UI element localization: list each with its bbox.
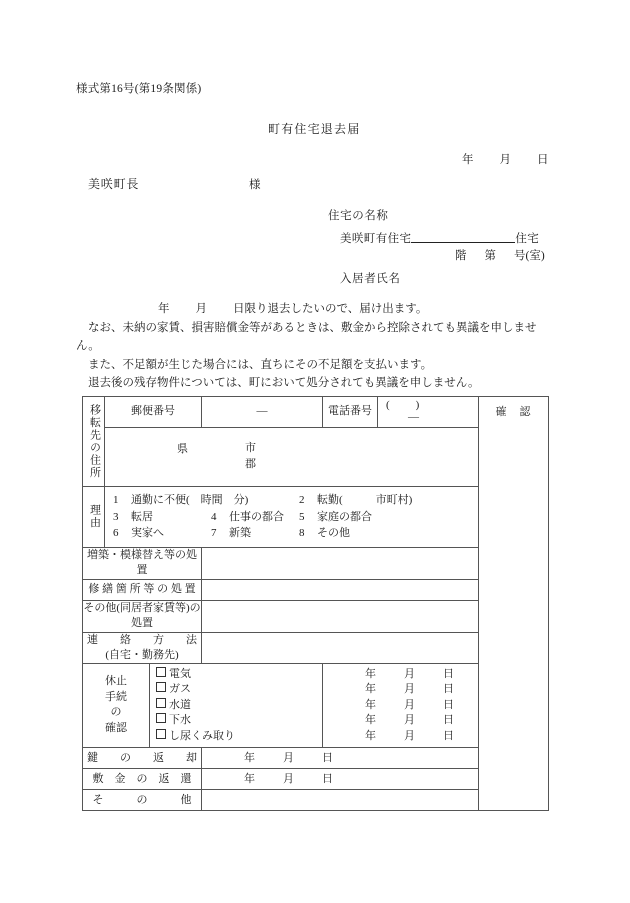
date-year-label: 年: [244, 772, 255, 785]
reason-line-2: [113, 509, 478, 526]
utility-date-electric[interactable]: [365, 667, 478, 683]
reason-text-3[interactable]: 転居: [131, 510, 153, 523]
deposit-return-date[interactable]: [202, 772, 478, 788]
unit-no-prefix: 第: [484, 250, 496, 262]
reason-num-6: 6: [113, 527, 119, 539]
checkbox-sewer-icon[interactable]: [156, 713, 166, 723]
body-line-4: また、不足額が生じた場合には、直ちにその不足額を支払います。: [88, 358, 433, 371]
reason-num-5: 5: [299, 510, 305, 523]
date-month-label: 月: [499, 154, 511, 166]
date-month-label: 月: [404, 667, 415, 680]
other-disposal-value-cell[interactable]: [202, 600, 479, 632]
addressee: 美咲町長: [88, 177, 140, 191]
move-address-label: 移転先の住所: [88, 404, 101, 479]
utility-date-gas[interactable]: [365, 682, 478, 698]
residence-name-blank: [411, 230, 515, 243]
extension-label-cell: [83, 547, 202, 579]
date-day-label: 日: [322, 772, 333, 785]
other-label-cell: [83, 790, 202, 811]
utility-label-electric: 電気: [169, 667, 191, 680]
form-code: 様式第16号(第19条関係): [76, 83, 202, 95]
zip-label: 郵便番号: [131, 405, 175, 418]
extension-label: 増築・模様替え等の処置: [87, 548, 197, 576]
repair-label: 修 繕 箇 所 等 の 処 置: [88, 582, 196, 595]
utility-item-gas[interactable]: [156, 682, 322, 698]
utility-label-nightsoil: し尿くみ取り: [169, 729, 235, 742]
utility-item-water[interactable]: [156, 698, 322, 714]
exit-form-table: [82, 396, 549, 811]
utility-label-gas: ガス: [169, 683, 191, 696]
address-ken-label: 県: [177, 443, 188, 455]
date-year-label: 年: [365, 683, 376, 696]
date-year-label: 年: [244, 751, 255, 764]
reason-text-4[interactable]: 仕事の都合: [229, 510, 284, 523]
utility-label-water: 水道: [169, 698, 191, 711]
phone-label-cell: [323, 397, 378, 428]
suspension-label-cell: [83, 663, 150, 748]
move-address-label-cell: [83, 397, 105, 487]
addressee-honorific: 様: [249, 179, 261, 191]
residence-unit-row: [455, 247, 545, 263]
reason-num-7: 7: [211, 527, 217, 539]
date-month-label: 月: [404, 683, 415, 696]
body-line-3: ん。: [76, 340, 100, 353]
body-month-label: 月: [195, 303, 207, 315]
phone-value-inner: [378, 397, 478, 427]
reason-text-6[interactable]: 実家へ: [131, 527, 164, 539]
utility-date-nightsoil[interactable]: [365, 729, 478, 745]
reason-text-2[interactable]: 転勤( 市町村): [317, 494, 413, 506]
body-text: [76, 300, 556, 393]
address-shi-label: 市: [245, 442, 256, 454]
date-day-label: 日: [443, 683, 454, 696]
date-month-label: 月: [283, 751, 294, 764]
body-line-1-rest: 日限り退去したいので、届け出ます。: [233, 303, 428, 315]
phone-label: 電話番号: [328, 405, 372, 418]
utility-item-sewer[interactable]: [156, 713, 322, 729]
reason-num-1: 1: [113, 494, 119, 506]
reason-num-8: 8: [299, 527, 305, 539]
reason-line-3: [113, 525, 478, 542]
repair-label-cell: [83, 579, 202, 600]
other-label: そ の 他: [92, 793, 192, 806]
reason-text-7[interactable]: 新築: [229, 527, 251, 539]
deposit-return-value-cell[interactable]: [202, 769, 479, 790]
reason-text-5[interactable]: 家庭の都合: [317, 510, 372, 523]
body-year-label: 年: [158, 303, 170, 315]
date-year-label: 年: [365, 729, 376, 742]
reason-num-3: 3: [113, 510, 119, 523]
body-line-5: 退去後の残存物件については、町において処分されても異議を申しません。: [88, 377, 480, 390]
reason-options: [105, 487, 478, 547]
residence-section-label: 住宅の名称: [328, 210, 389, 222]
phone-paren-open: (: [386, 399, 390, 411]
reason-num-2: 2: [299, 494, 305, 506]
phone-paren-close: ): [415, 399, 420, 411]
reason-text-1[interactable]: 通勤に不便( 時間 分): [131, 494, 249, 506]
unit-no-suffix: 号(室): [514, 250, 545, 262]
date-day-label: 日: [537, 154, 549, 166]
utility-date-water[interactable]: [365, 698, 478, 714]
reason-label-cell: [83, 487, 105, 548]
key-return-date[interactable]: [202, 751, 478, 767]
residence-name-prefix: 美咲町有住宅: [340, 233, 412, 245]
checkbox-nightsoil-icon[interactable]: [156, 729, 166, 739]
utility-item-nightsoil[interactable]: [156, 729, 322, 745]
utility-dates-cell[interactable]: [323, 663, 479, 748]
contact-method-value-cell[interactable]: [202, 632, 479, 663]
utility-date-sewer[interactable]: [365, 713, 478, 729]
date-month-label: 月: [404, 698, 415, 711]
phone-dash: —: [408, 411, 419, 423]
body-line-2: なお、未納の家賃、損害賠償金等があるときは、敷金から控除されても異議を申しませ: [88, 321, 537, 334]
table-row: [83, 397, 549, 428]
utility-label-sewer: 下水: [169, 714, 191, 727]
utility-checkbox-cell[interactable]: [150, 663, 323, 748]
reason-label: 理由: [88, 504, 101, 530]
other-disposal-label: その他(同居者家賃等)の処置: [83, 601, 201, 629]
contact-method-label: 連 絡 方 法: [87, 633, 197, 646]
address-fields: [105, 428, 478, 486]
date-year-label: 年: [365, 714, 376, 727]
residence-name-row: [340, 230, 539, 246]
resident-name-label: 入居者氏名: [340, 273, 401, 285]
reason-line-1: [113, 492, 478, 509]
date-year-label: 年: [365, 667, 376, 680]
date-day-label: 日: [322, 751, 333, 764]
reason-options-cell[interactable]: [105, 487, 479, 548]
date-month-label: 月: [283, 772, 294, 785]
zip-value-cell[interactable]: [202, 397, 323, 428]
body-line-1: [76, 300, 556, 319]
document-title: 町有住宅退去届: [268, 122, 361, 136]
date-year-label: 年: [365, 698, 376, 711]
utility-date-list: [323, 664, 478, 748]
confirm-header: 確 認: [495, 406, 532, 418]
reason-text-8[interactable]: その他: [317, 527, 350, 539]
confirm-column-cell[interactable]: [479, 397, 549, 811]
zip-label-cell: [105, 397, 202, 428]
suspension-label: 休止 手続 の 確認: [105, 675, 127, 735]
utility-list: [150, 664, 322, 748]
phone-value-cell[interactable]: [378, 397, 479, 428]
date-day-label: 日: [443, 698, 454, 711]
date-day-label: 日: [443, 714, 454, 727]
key-return-label-cell: [83, 748, 202, 769]
other-disposal-label-cell: [83, 600, 202, 632]
key-return-label: 鍵 の 返 却: [87, 751, 197, 764]
deposit-return-label: 敷 金 の 返 還: [92, 772, 192, 785]
move-address-value-cell[interactable]: [105, 428, 479, 487]
contact-method-label-stack: [83, 633, 201, 663]
submission-date-line: [462, 151, 549, 167]
extension-value-cell[interactable]: [202, 547, 479, 579]
contact-method-sublabel: (自宅・勤務先): [105, 648, 179, 661]
contact-method-label-cell: [83, 632, 202, 663]
date-month-label: 月: [404, 714, 415, 727]
suspension-label-box: [83, 671, 149, 739]
repair-value-cell[interactable]: [202, 579, 479, 600]
unit-floor-label: 階: [455, 250, 467, 262]
address-gun-label: 郡: [245, 458, 256, 470]
deposit-return-label-cell: [83, 769, 202, 790]
date-month-label: 月: [404, 729, 415, 742]
residence-name-suffix: 住宅: [515, 233, 540, 245]
utility-item-electric[interactable]: [156, 667, 322, 683]
date-year-label: 年: [462, 154, 474, 166]
zip-dash: —: [256, 405, 268, 418]
other-value-cell[interactable]: [202, 790, 479, 811]
key-return-value-cell[interactable]: [202, 748, 479, 769]
checkbox-gas-icon[interactable]: [156, 682, 166, 692]
checkbox-water-icon[interactable]: [156, 698, 166, 708]
checkbox-electric-icon[interactable]: [156, 667, 166, 677]
reason-num-4: 4: [211, 510, 217, 523]
date-day-label: 日: [443, 729, 454, 742]
date-day-label: 日: [443, 667, 454, 680]
